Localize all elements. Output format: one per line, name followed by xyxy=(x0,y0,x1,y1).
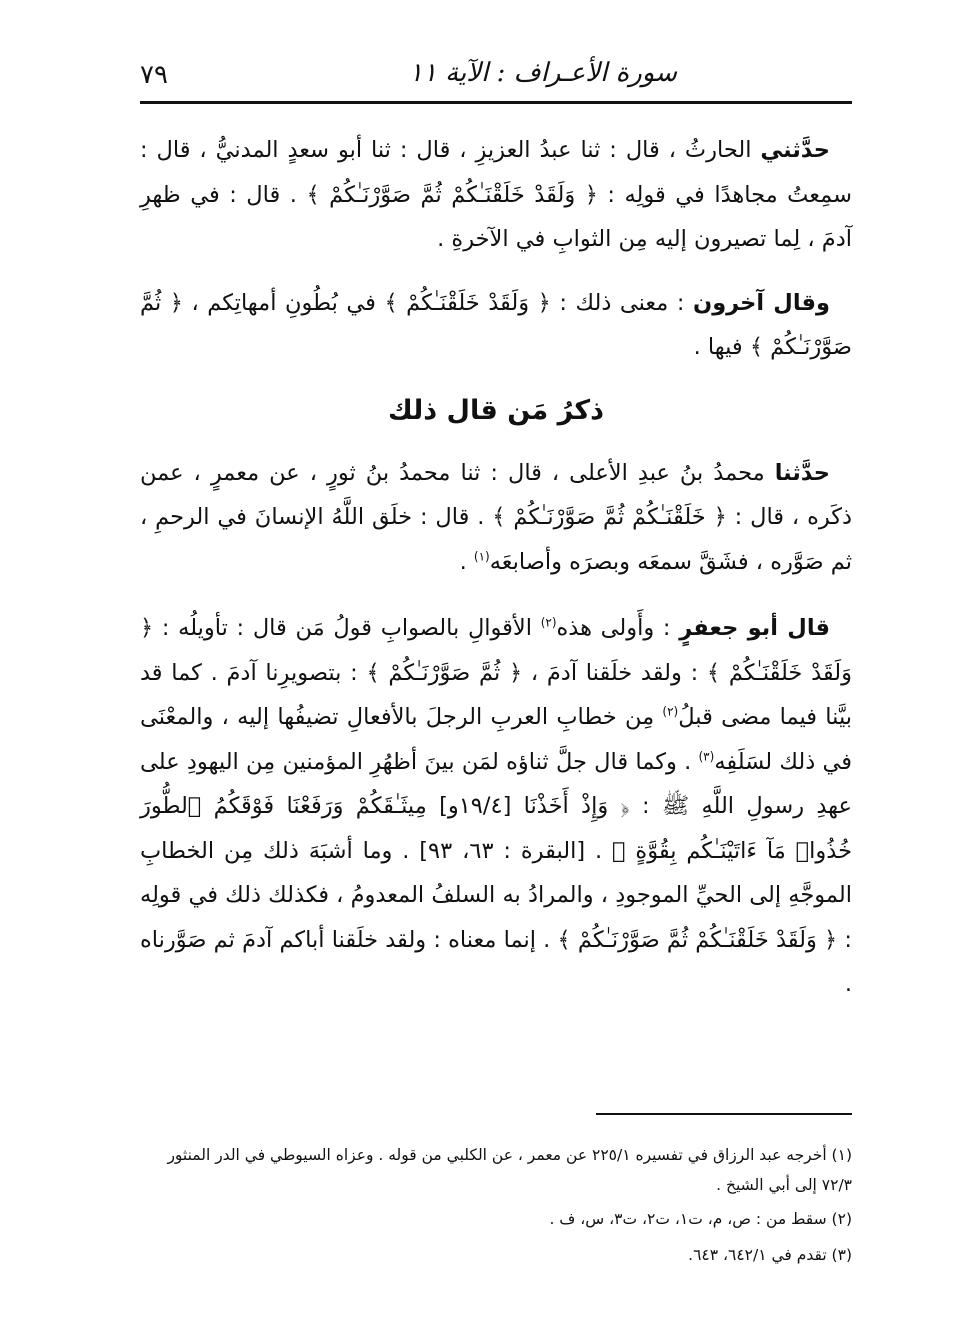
footnote-reference[interactable]: (٣) xyxy=(698,749,715,763)
paragraph-3 xyxy=(140,451,852,585)
paragraph-2 xyxy=(140,281,852,370)
quran-quote: ﴿ خَلَقْنَـٰكُمْ ثُمَّ صَوَّرْنَـٰكُمْ ﴾ xyxy=(492,504,727,530)
paragraph-4 xyxy=(140,606,852,1007)
footnote-reference[interactable]: (٢) xyxy=(662,704,679,719)
paragraph-text: : معنى ذلك : xyxy=(550,289,693,316)
paragraph-text: . قال : خلَق اللَّهُ الإنسانَ في الرحمِ ، ثم صَوَّره ، فشَقَّ سمعَه وبصرَه وأصابعَه xyxy=(140,504,852,575)
page-header xyxy=(140,56,852,96)
quran-quote: ﴿ وَإِذْ أَخَذْنَا [١٩/٤و] مِيثَـٰقَكُمْ وَرَفَعْنَا فَوْقَكُمُ ٱلطُّورَ خُذُوا۟ مَآ ءَاتَيْنَـٰكُم بِقُوَّةٍ ﴾ xyxy=(140,793,852,864)
paragraph-text: محمدُ بنُ عبدِ الأعلى ، قال : ثنا محمدُ بنُ ثورٍ ، عن معمرٍ ، عمن ذكَره ، قال : xyxy=(140,459,852,530)
paragraph-text: الحارثُ ، قال : ثنا عبدُ العزيزِ ، قال : ثنا أبو سعدٍ المدنيُّ ، قال : سمِعتُ مجاهدًا في قولِه : xyxy=(140,137,852,208)
paragraph-text: . وكما قال جلَّ ثناؤه لمَن بينَ أظهُرِ المؤمنين مِن اليهودِ على عهدِ رسولِ اللَّهِ ﷺ : xyxy=(140,748,852,819)
quran-quote: ﴿ ثُمَّ صَوَّرْنَـٰكُمْ ﴾ xyxy=(140,289,852,360)
footnotes xyxy=(140,1140,852,1276)
quran-quote: ﴿ وَلَقَدْ خَلَقْنَـٰكُمْ ﴾ xyxy=(384,289,551,316)
header-rule xyxy=(140,101,852,104)
quran-quote: ﴿ وَلَقَدْ خَلَقْنَـٰكُمْ ثُمَّ صَوَّرْنَـٰكُمْ ﴾ xyxy=(306,181,598,208)
footnote-divider xyxy=(596,1113,852,1115)
paragraph-text: . xyxy=(459,548,474,575)
footnote-reference[interactable]: (٢) xyxy=(540,615,557,630)
main-text xyxy=(140,128,852,1025)
paragraph-text: مِن خطابِ العربِ الرجلَ بالأفعالِ تضيفُها إليه ، والمعْنَى في ذلك لسَلَفِه xyxy=(140,704,852,775)
paragraph-text: الأقوالِ بالصوابِ قولُ مَن قال : تأويلُه : xyxy=(153,615,541,641)
quran-quote: ﴿ وَلَقَدْ خَلَقْنَـٰكُمْ ثُمَّ صَوَّرْنَـٰكُمْ ﴾ xyxy=(557,926,838,953)
quran-quote: ﴿ وَلَقَدْ خَلَقْنَـٰكُمْ ﴾ xyxy=(140,615,852,686)
paragraph-1 xyxy=(140,128,852,262)
paragraph-text: . [البقرة : ٦٣، ٩٣] . وما أشبَهَ ذلك مِن الخطابِ الموجَّهِ إلى الحيِّ الموجودِ ، والمرادُ به السلفُ المعدومُ ، فكذلك ذلك في قولِه : xyxy=(140,837,853,953)
running-title: سورة الأعـراف : الآية ١١ xyxy=(408,58,677,88)
footnote-reference[interactable]: (١) xyxy=(473,549,490,563)
paragraph-text: فيها . xyxy=(693,334,750,360)
paragraph-text: . قال : في ظهرِ آدمَ ، لِما تصيرون إليه مِن الثوابِ في الآخرةِ . xyxy=(140,181,852,252)
paragraph-lead: وقال آخرون xyxy=(692,289,831,316)
footnote-2: (٢) سقط من : ص، م، ت١، ت٢، ت٣، س، ف . xyxy=(549,1210,852,1228)
paragraph-lead: قال أبو جعفرٍ xyxy=(679,615,831,641)
paragraph-text: في بُطُونِ أمهاتِكم ، xyxy=(182,289,385,316)
quran-quote: ﴿ ثُمَّ صَوَّرْنَـٰكُمْ ﴾ xyxy=(366,659,523,686)
paragraph-text: : بتصويرِنا آدمَ . كما قد بيَّنا فيما مضى قبلُ xyxy=(140,659,852,730)
paragraph-lead: حدَّثني xyxy=(760,137,830,163)
page-number: ٧٩ xyxy=(140,60,168,90)
section-heading: ذكرُ مَن قال ذلك xyxy=(388,394,604,426)
footnote-3: (٣) تقدم في ٦٤٢/١، ٦٤٣. xyxy=(688,1246,852,1264)
paragraph-lead: حدَّثنا xyxy=(774,459,830,486)
paragraph-text: : وأَولى هذه xyxy=(556,615,680,641)
paragraph-text: . إنما معناه : ولقد خلَقنا أباكم آدمَ ثم صَوَّرناه . xyxy=(140,926,852,997)
footnote-1: (١) أخرجه عبد الرزاق في تفسيره ٢٢٥/١ عن معمر ، عن الكلبي من قوله . وعزاه السيوطي في الدر المنثور ٧٢/٣ إلى أبي الشيخ . xyxy=(167,1146,852,1194)
paragraph-text: : ولقد خلَقنا آدمَ ، xyxy=(522,659,707,686)
